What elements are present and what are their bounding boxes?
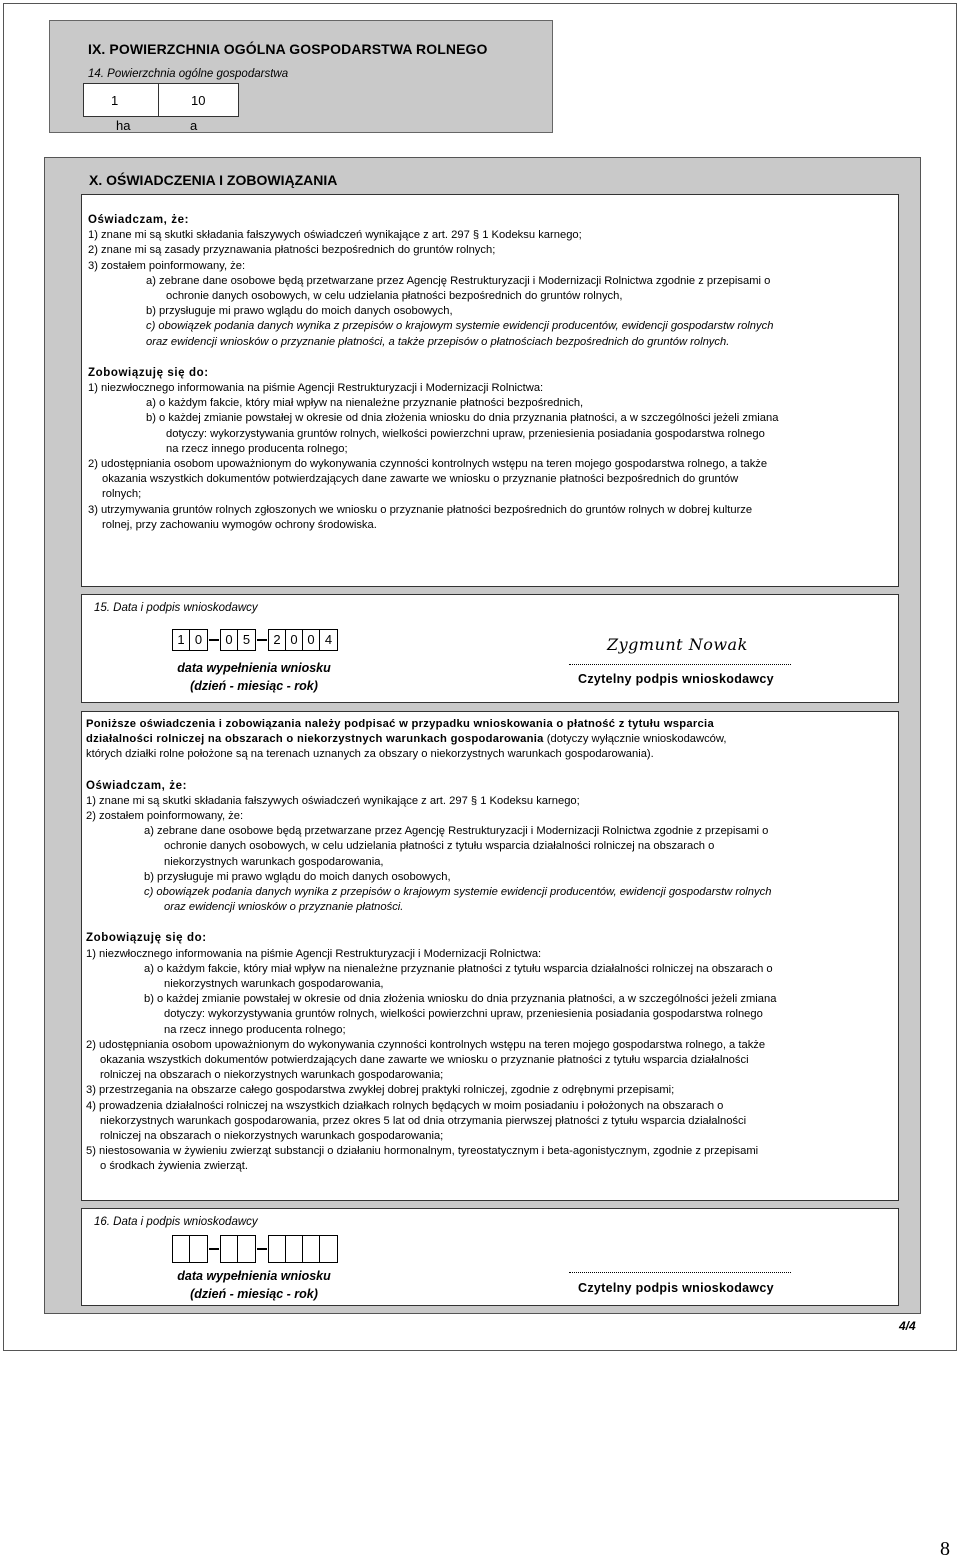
date-digit[interactable]: 4: [324, 632, 333, 647]
date-digit[interactable]: 0: [194, 632, 203, 647]
oblige-line: b) o każdej zmianie powstałej w okresie od dnia złożenia wniosku do dnia przyznania płatności, a w szczególności jeżeli zmiana: [146, 412, 779, 425]
date-digit[interactable]: 0: [303, 630, 320, 650]
lfa-declarations-panel: [81, 711, 899, 1201]
form-page-label: 4/4: [899, 1319, 916, 1333]
date-digit[interactable]: 5: [242, 632, 251, 647]
unit-a: a: [190, 118, 198, 133]
section-ix-title: IX. POWIERZCHNIA OGÓLNA GOSPODARSTWA ROLNEGO: [88, 41, 488, 57]
oblige2-line: 3) przestrzegania na obszarze całego gospodarstwa zwykłej dobrej praktyki rolniczej, zgodnie z odrębnymi przepisami;: [86, 1084, 675, 1097]
day-cells[interactable]: [172, 1235, 208, 1263]
oblige2-line: niekorzystnych warunkach gospodarowania, przez okres 5 lat od dnia otrzymania pierwszej płatności z tytułu wsparcia działalności: [100, 1114, 747, 1127]
oblige2-line: a) o każdym fakcie, który miał wpływ na nienależne przyznanie płatności z tytułu wsparcia działalności rolniczej na obszarach o: [144, 962, 773, 975]
declare2-sub-line: ochronie danych osobowych, w celu udzielania płatności z tytułu wsparcia działalności rolniczej na obszarach o: [164, 840, 715, 853]
declare-sub-line: c) obowiązek podania danych wynika z przepisów o krajowym systemie ewidencji producentów, ewidencji gospodarstw rolnych: [146, 320, 774, 333]
oblige2-line: 2) udostępniania osobom upoważnionym do wykonywania czynności kontrolnych wstępu na teren mojego gospodarstwa rolnego, a także: [86, 1038, 766, 1051]
handwritten-signature: Zygmunt Nowak: [607, 635, 748, 654]
oblige2-line: okazania wszystkich dokumentów potwierdzających dane zawarte we wniosku o przyznanie płatności z tytułu wsparcia działalności: [100, 1054, 749, 1067]
date-caption: [174, 659, 334, 695]
box-16-label: 16. Data i podpis wnioskodawcy: [94, 1216, 258, 1228]
box-15-label: 15. Data i podpis wnioskodawcy: [94, 602, 258, 614]
declare2-heading: Oświadczam, że:: [86, 779, 188, 792]
form-page: [3, 3, 957, 1351]
date-caption-line: (dzień - miesiąc - rok): [190, 1287, 318, 1301]
notice-rest: (dotyczy wyłącznie wnioskodawców,: [543, 733, 727, 746]
declare-sub-line: b) przysługuje mi prawo wglądu do moich danych osobowych,: [146, 305, 453, 318]
oblige2-line: rolniczej na obszarach o niekorzystnych warunkach gospodarowania;: [100, 1069, 444, 1082]
oblige-line: 1) niezwłocznego informowania na piśmie Agencji Restrukturyzacji i Modernizacji Rolnictwa:: [88, 382, 544, 395]
date-field-16[interactable]: [172, 1235, 338, 1263]
date-caption-line: (dzień - miesiąc - rok): [190, 679, 318, 693]
oblige2-line: 5) niestosowania w żywieniu zwierząt substancji o działaniu hormonalnym, tyreostatycznym i beta-agonistycznym, zgodnie z przepisami: [86, 1145, 759, 1158]
oblige-line: dotyczy: wykorzystywania gruntów rolnych, wielkości powierzchni upraw, przeniesienia posiadania gospodarstwa rolnego: [166, 427, 765, 440]
declare-line: 1) znane mi są skutki składania fałszywych oświadczeń wynikające z art. 297 § 1 Kodeksu karnego;: [88, 229, 582, 242]
date-separator: [257, 639, 267, 641]
date-digit[interactable]: [303, 1236, 320, 1262]
day-cells[interactable]: [172, 629, 208, 651]
farm-area-field[interactable]: [83, 83, 239, 117]
area-ha-value[interactable]: 1: [84, 84, 159, 116]
date-digit[interactable]: [190, 1236, 207, 1262]
date-caption: [174, 1267, 334, 1303]
declare2-sub-line: niekorzystnych warunkach gospodarowania,: [164, 855, 384, 868]
date-separator: [257, 1248, 267, 1250]
declare-line: 2) znane mi są zasady przyznawania płatności bezpośrednich do gruntów rolnych;: [88, 244, 496, 257]
notice-bold: działalności rolniczej na obszarach o niekorzystnych warunkach gospodarowania: [86, 733, 544, 746]
month-cells[interactable]: [220, 629, 256, 651]
declare2-sub-line: oraz ewidencji wniosków o przyznanie płatności.: [164, 901, 404, 914]
year-cells[interactable]: [268, 1235, 338, 1263]
year-cells[interactable]: [268, 629, 338, 651]
notice-line: Poniższe oświadczenia i zobowiązania należy podpisać w przypadku wnioskowania o płatność z tytułu wsparcia: [86, 718, 714, 730]
declare-sub-line: ochronie danych osobowych, w celu udzielania płatności bezpośrednich do gruntów rolnych,: [166, 290, 623, 303]
oblige-heading: Zobowiązuję się do:: [88, 366, 209, 379]
signature-caption: Czytelny podpis wnioskodawcy: [578, 1281, 774, 1295]
date-digit[interactable]: [173, 1236, 190, 1262]
oblige2-line: b) o każdej zmianie powstałej w okresie od dnia złożenia wniosku do dnia przyznania płatności, a w szczególności jeżeli zmiana: [144, 993, 777, 1006]
oblige-line: okazania wszystkich dokumentów potwierdzających dane zawarte we wniosku o przyznanie płatności bezpośrednich do gruntów: [102, 473, 739, 486]
declare2-sub-line: b) przysługuje mi prawo wglądu do moich danych osobowych,: [144, 870, 451, 883]
date-field-15[interactable]: [172, 629, 338, 651]
oblige-line: rolnych;: [102, 488, 142, 501]
date-digit[interactable]: [269, 1236, 286, 1262]
declare-heading: Oświadczam, że:: [88, 214, 190, 226]
oblige-line: 2) udostępniania osobom upoważnionym do wykonywania czynności kontrolnych wstępu na teren mojego gospodarstwa rolnego, a także: [88, 458, 768, 471]
date-separator: [209, 639, 219, 641]
month-cells[interactable]: [220, 1235, 256, 1263]
date-digit[interactable]: 2: [269, 630, 286, 650]
oblige2-line: na rzecz innego producenta rolnego;: [164, 1023, 346, 1036]
oblige-line: 3) utrzymywania gruntów rolnych zgłoszonych we wniosku o przyznanie płatności bezpośrednich do gruntów rolnych w dobrej kulturze: [88, 503, 753, 516]
notice-line: których działki rolne położone są na terenach uznanych za obszary o niekorzystnych warunkach gospodarowania).: [86, 748, 654, 761]
signature-line[interactable]: [569, 1272, 791, 1273]
oblige-line: rolnej, przy zachowaniu wymogów ochrony środowiska.: [102, 518, 377, 531]
area-a-value[interactable]: 10: [191, 93, 206, 108]
declare2-line: 1) znane mi są skutki składania fałszywych oświadczeń wynikające z art. 297 § 1 Kodeksu karnego;: [86, 794, 580, 807]
section-x-title: X. OŚWIADCZENIA I ZOBOWIĄZANIA: [89, 172, 338, 188]
section-ix: [49, 20, 553, 133]
declarations-panel: [81, 194, 899, 587]
date-digit[interactable]: [221, 1236, 238, 1262]
oblige-line: na rzecz innego producenta rolnego;: [166, 442, 348, 455]
oblige2-line: 1) niezwłocznego informowania na piśmie Agencji Restrukturyzacji i Modernizacji Rolnictwa:: [86, 947, 542, 960]
oblige2-line: niekorzystnych warunkach gospodarowania,: [164, 978, 384, 991]
notice-line: [86, 732, 898, 747]
oblige2-line: 4) prowadzenia działalności rolniczej na wszystkich działkach rolnych będących w moim posiadaniu i położonych na obszarach o: [86, 1099, 724, 1112]
signature-line[interactable]: [569, 664, 791, 665]
declare2-sub-line: c) obowiązek podania danych wynika z przepisów o krajowym systemie ewidencji producentów, ewidencji gospodarstw rolnych: [144, 886, 772, 899]
oblige2-line: dotyczy: wykorzystywania gruntów rolnych, wielkości powierzchni upraw, przeniesienia posiadania gospodarstwa rolnego: [164, 1008, 763, 1021]
date-caption-line: data wypełnienia wniosku: [177, 1269, 331, 1283]
date-digit[interactable]: 0: [286, 630, 303, 650]
signature-caption: Czytelny podpis wnioskodawcy: [578, 672, 774, 686]
declare2-sub-line: a) zebrane dane osobowe będą przetwarzane przez Agencję Restrukturyzacji i Modernizacji Rolnictwa zgodnie z przepisami o: [144, 825, 769, 838]
declare-sub-line: oraz ewidencji wniosków o przyznanie płatności, a także przepisów o płatnościach bezpośrednich do gruntów rolnych.: [146, 335, 730, 348]
oblige-line: a) o każdym fakcie, który miał wpływ na nienależne przyznanie płatności bezpośrednich,: [146, 397, 584, 410]
date-digit[interactable]: 1: [173, 630, 190, 650]
date-signature-box-15: [81, 594, 899, 703]
unit-ha: ha: [116, 118, 131, 133]
document-page-number: 8: [940, 1538, 950, 1560]
date-separator: [209, 1248, 219, 1250]
farm-area-label: 14. Powierzchnia ogólne gospodarstwa: [88, 68, 289, 80]
oblige2-heading: Zobowiązuję się do:: [86, 932, 207, 945]
date-digit[interactable]: [238, 1236, 255, 1262]
declare-sub-line: a) zebrane dane osobowe będą przetwarzane przez Agencję Restrukturyzacji i Modernizacji Rolnictwa zgodnie z przepisami o: [146, 274, 771, 287]
date-digit[interactable]: [320, 1236, 337, 1262]
date-signature-box-16: [81, 1208, 899, 1306]
oblige2-line: rolniczej na obszarach o niekorzystnych warunkach gospodarowania;: [100, 1130, 444, 1143]
section-x: [44, 157, 921, 1314]
date-digit[interactable]: 0: [221, 630, 238, 650]
date-caption-line: data wypełnienia wniosku: [177, 661, 331, 675]
declare2-line: 2) zostałem poinformowany, że:: [86, 810, 244, 823]
oblige2-line: o środkach żywienia zwierząt.: [100, 1160, 248, 1173]
declare-line: 3) zostałem poinformowany, że:: [88, 259, 246, 272]
date-digit[interactable]: [286, 1236, 303, 1262]
